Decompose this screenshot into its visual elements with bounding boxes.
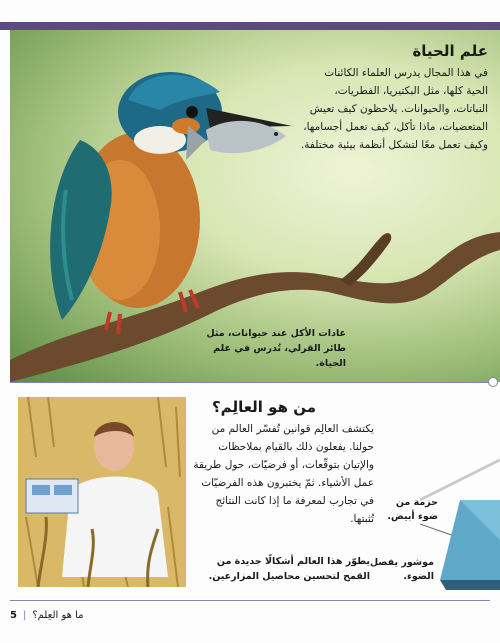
scientist-illustration — [18, 397, 186, 587]
biology-title: علم الحياة — [412, 42, 488, 60]
white-light-label: حزمة من ضوء أبيض. — [387, 497, 438, 522]
scientist-paragraph: يكتشف العالِم قوانين تُفسّر العالم من حولنا. يفعلون ذلك بالقيام بملاحظات والإتيان بتوقّعات، أو فرضيّات، حول طريقة عمل الأشياء. ثمّ يختبرون هذه الفرضيّات في تجارب لمعرفة ما إذا كانت النتائج تُثبتها. — [193, 423, 374, 525]
scientist-title: من هو العالِم؟ — [211, 398, 316, 416]
divider-dot — [488, 377, 498, 387]
prism-label: موشور يفصل الضوء. — [369, 557, 434, 582]
page-number: 5 — [10, 610, 17, 621]
top-stripe — [0, 22, 500, 30]
section-divider — [10, 382, 490, 383]
scientist-photo — [18, 397, 186, 587]
scientist-caption: يطوّر هذا العالم أشكالًا جديدة من القمح لتحسين محاصيل المزارعين. — [208, 556, 370, 582]
footer-separator: | — [22, 610, 27, 621]
biology-paragraph: في هذا المجال يدرس العلماء الكائنات الحية كلها، مثل البكتيريا، الفطريات، النباتات، والحيوانات. يلاحظون كيف تعيش المتعضيات، ماذا تأكل، كيف تعمل أجسامها، وكيف تعمل معًا لتشكل أنظمة بيئية مختلفة. — [300, 67, 488, 151]
book-title: ما هو العِلم؟ — [32, 610, 84, 621]
kingfisher-caption: عادات الأكل عند حيوانات، مثل طائر القرلي، تُدرس في علم الحياة. — [206, 328, 346, 369]
footer — [10, 610, 83, 621]
footer-line — [10, 600, 490, 601]
